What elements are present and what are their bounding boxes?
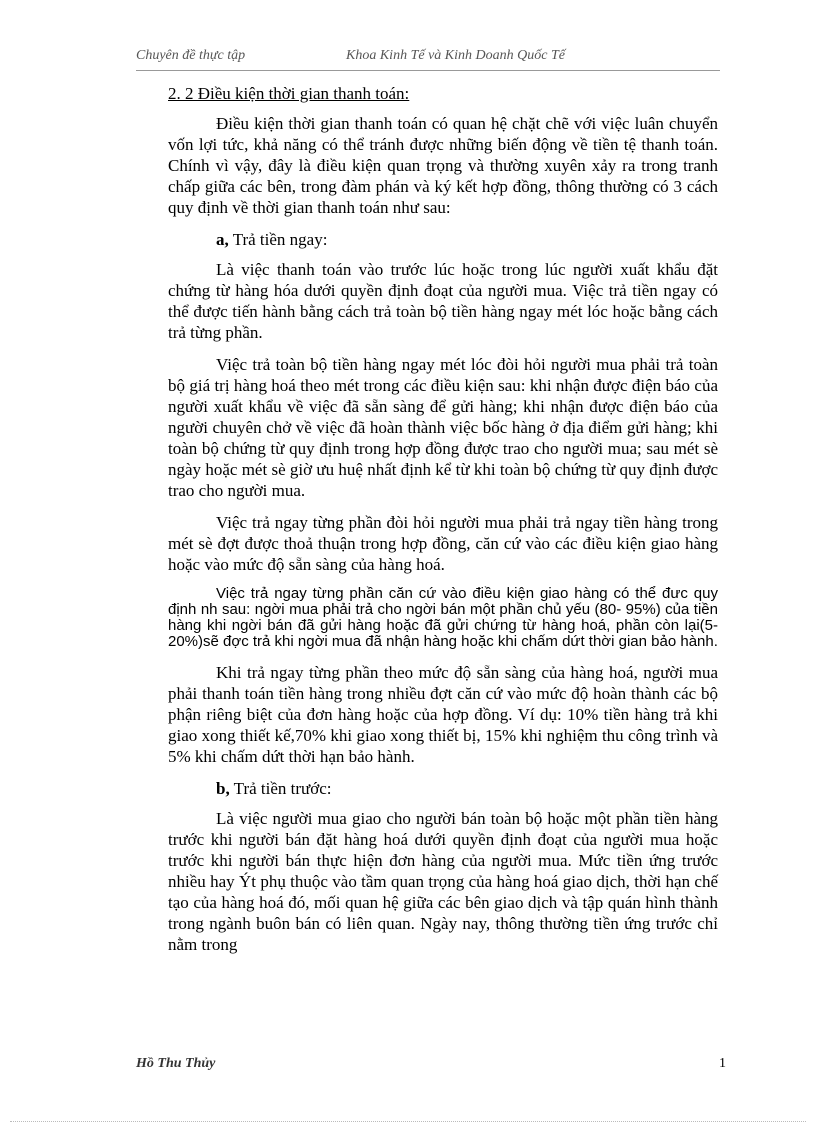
section-title: 2. 2 Điều kiện thời gian thanh toán:: [168, 84, 410, 103]
paragraph: Việc trả ngay từng phần đòi hỏi người mua phải trả ngay tiền hàng trong mét sè đợt được thoả thuận trong hợp đồng, căn cứ vào các điều kiện giao hàng hoặc vào mức độ sẵn sàng của hàng hoá.: [168, 513, 718, 574]
subsection-a-title: Trả tiền ngay:: [228, 230, 328, 249]
subsection-b-title: Trả tiền trước:: [229, 779, 332, 798]
subsection-b-heading: [168, 778, 718, 799]
subsection-a-heading: [168, 229, 718, 250]
header-faculty: Khoa Kinh Tế và Kinh Doanh Quốc Tế: [346, 48, 565, 63]
page-header: [136, 48, 636, 70]
page-footer: [136, 1056, 726, 1076]
header-document-type: Chuyên đề thực tập: [136, 48, 246, 63]
paragraph-small-font: Việc trả ngay từng phần căn cứ vào điều kiện giao hàng có thể đưc quy định nh sau: ngời mua phải trả cho ngời bán một phần chủ yếu (80- 95%) của tiền hàng khi ngời bán đã gửi hàng hoặc đã gửi chứng từ hàng hoá, phần còn lại(5- 20%)sẽ đợc trả khi ngời mua đã nhận hàng hoặc khi chấm dứt thời gian bảo hành.: [168, 585, 718, 650]
page-bottom-edge: [10, 1121, 806, 1122]
header-divider: [136, 70, 720, 71]
paragraph: Khi trả ngay từng phần theo mức độ sẵn sàng của hàng hoá, người mua phải thanh toán tiền hàng trong nhiều đợt căn cứ vào mức độ hoàn thành các bộ phận riêng biệt của đơn hàng hoặc của hợp đồng. Ví dụ: 10% tiền hàng trả khi giao xong thiết kế,70% khi giao xong thiết bị, 15% khi nghiệm thu công trình và 5% khi chấm dứt thời hạn bảo hành.: [168, 663, 718, 766]
paragraph: Là việc thanh toán vào trước lúc hoặc trong lúc người xuất khẩu đặt chứng từ hàng hóa dưới quyền định đoạt của người mua. Việc trả tiền ngay có thể được tiến hành bằng cách trả toàn bộ tiền hàng ngay mét lóc hoặc bằng cách trả từng phần.: [168, 260, 718, 342]
page-number: 1: [719, 1056, 726, 1071]
paragraph: Việc trả toàn bộ tiền hàng ngay mét lóc đòi hỏi người mua phải trả toàn bộ giá trị hàng hoá theo mét trong các điều kiện sau: khi nhận được điện báo của người xuất khẩu về việc đã sẵn sàng để gửi hàng; khi nhận được điện báo của người chuyên chở về việc đã hoàn thành việc bốc hàng ở địa điểm gửi hàng; khi toàn bộ chứng từ quy định trong hợp đồng được trao cho người mua; sau mét sè ngày hoặc mét sè giờ ưu huệ nhất định kể từ khi toàn bộ chứng từ quy định được trao cho người mua.: [168, 355, 718, 500]
subsection-b-marker: b,: [216, 779, 230, 798]
footer-author: Hồ Thu Thủy: [136, 1056, 216, 1071]
section-intro-paragraph: Điều kiện thời gian thanh toán có quan hệ chặt chẽ với việc luân chuyển vốn lợi tức, khả năng có thể tránh được những biến động về tiền tệ thanh toán. Chính vì vậy, đây là điều kiện quan trọng và thường xuyên xảy ra trong tranh chấp giữa các bên, trong đàm phán và ký kết hợp đồng, thông thường có 3 cách quy định về thời gian thanh toán như sau:: [168, 114, 718, 217]
paragraph: Là việc người mua giao cho người bán toàn bộ hoặc một phần tiền hàng trước khi người bán đặt hàng hoá dưới quyền định đoạt của người mua hoặc trước khi người bán thực hiện đơn hàng của người mua. Mức tiền ứng trước nhiều hay Ýt phụ thuộc vào tầm quan trọng của hàng hoá giao dịch, thời hạn chế tạo của hàng hoá đó, mối quan hệ giữa các bên giao dịch và tập quán hình thành trong ngành buôn bán có liên quan. Ngày nay, thông thường tiền ứng trước chỉ nằm trong: [168, 809, 718, 954]
page-body: [168, 83, 718, 966]
subsection-a-marker: a,: [216, 230, 229, 249]
